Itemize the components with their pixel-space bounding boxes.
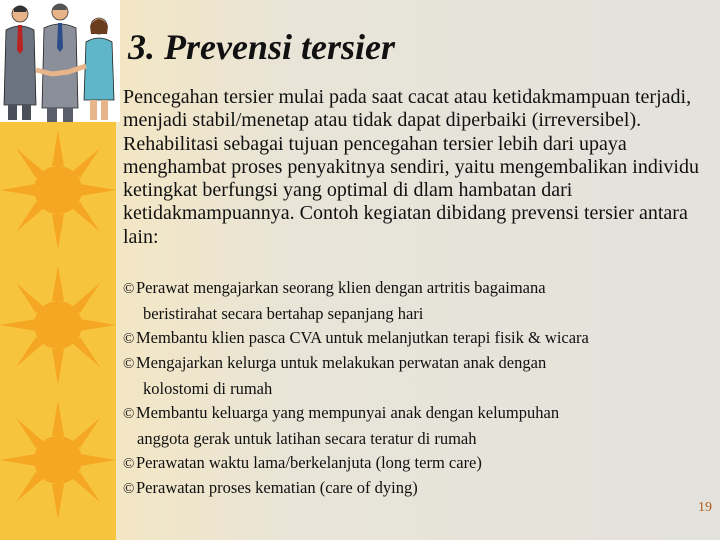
sun-icon — [0, 400, 116, 520]
business-people-clipart — [0, 0, 120, 122]
list-item — [123, 326, 713, 352]
copyright-bullet-icon: © — [123, 455, 135, 472]
copyright-bullet-icon: © — [123, 481, 135, 498]
list-item-text: Perawatan proses kematian (care of dying) — [136, 478, 418, 498]
copyright-bullet-icon: © — [123, 281, 135, 297]
slide-title: 3. Prevensi tersier — [128, 27, 395, 67]
list-item — [123, 276, 713, 326]
list-item — [123, 351, 713, 401]
intro-paragraph: Pencegahan tersier mulai pada saat cacat atau ketidakmampuan terjadi, menjadi stabil/menetap atau tidak dapat diperbaiki (irreversibel). Rehabilitasi sebagai tujuan pencegahan tersier lebih dari upaya menghambat proses penyakitnya sendiri, yaitu mengembalikan individu ketingkat berfungsi yang optimal di dlam hambatan dari ketidakmampuannya. Contoh kegiatan dibidang prevensi tersier antara lain: — [123, 86, 699, 248]
copyright-bullet-icon: © — [123, 356, 135, 373]
copyright-bullet-icon: © — [123, 330, 135, 347]
example-list — [123, 276, 713, 502]
list-item-text: Membantu klien pasca CVA untuk melanjutkan terapi fisik & wicara — [136, 327, 589, 347]
list-item-continuation: anggota gerak untuk latihan secara teratur di rumah — [137, 428, 477, 448]
sun-icon — [0, 130, 116, 250]
page-number: 19 — [698, 500, 712, 515]
sun-icon — [0, 265, 116, 385]
list-item-text: Perawat mengajarkan seorang klien dengan artritis bagaimana — [136, 278, 546, 297]
list-item — [123, 401, 713, 451]
list-item-continuation: beristirahat secara bertahap sepanjang hari — [143, 303, 424, 323]
list-item-continuation: kolostomi di rumah — [143, 379, 273, 399]
list-item — [123, 451, 713, 477]
list-item-text: Perawatan waktu lama/berkelanjuta (long term care) — [136, 452, 482, 472]
list-item-text: Membantu keluarga yang mempunyai anak dengan kelumpuhan — [136, 402, 560, 422]
copyright-bullet-icon: © — [123, 405, 135, 422]
list-item — [123, 476, 713, 502]
list-item-text: Mengajarkan kelurga untuk melakukan perwatan anak dengan — [136, 353, 547, 373]
